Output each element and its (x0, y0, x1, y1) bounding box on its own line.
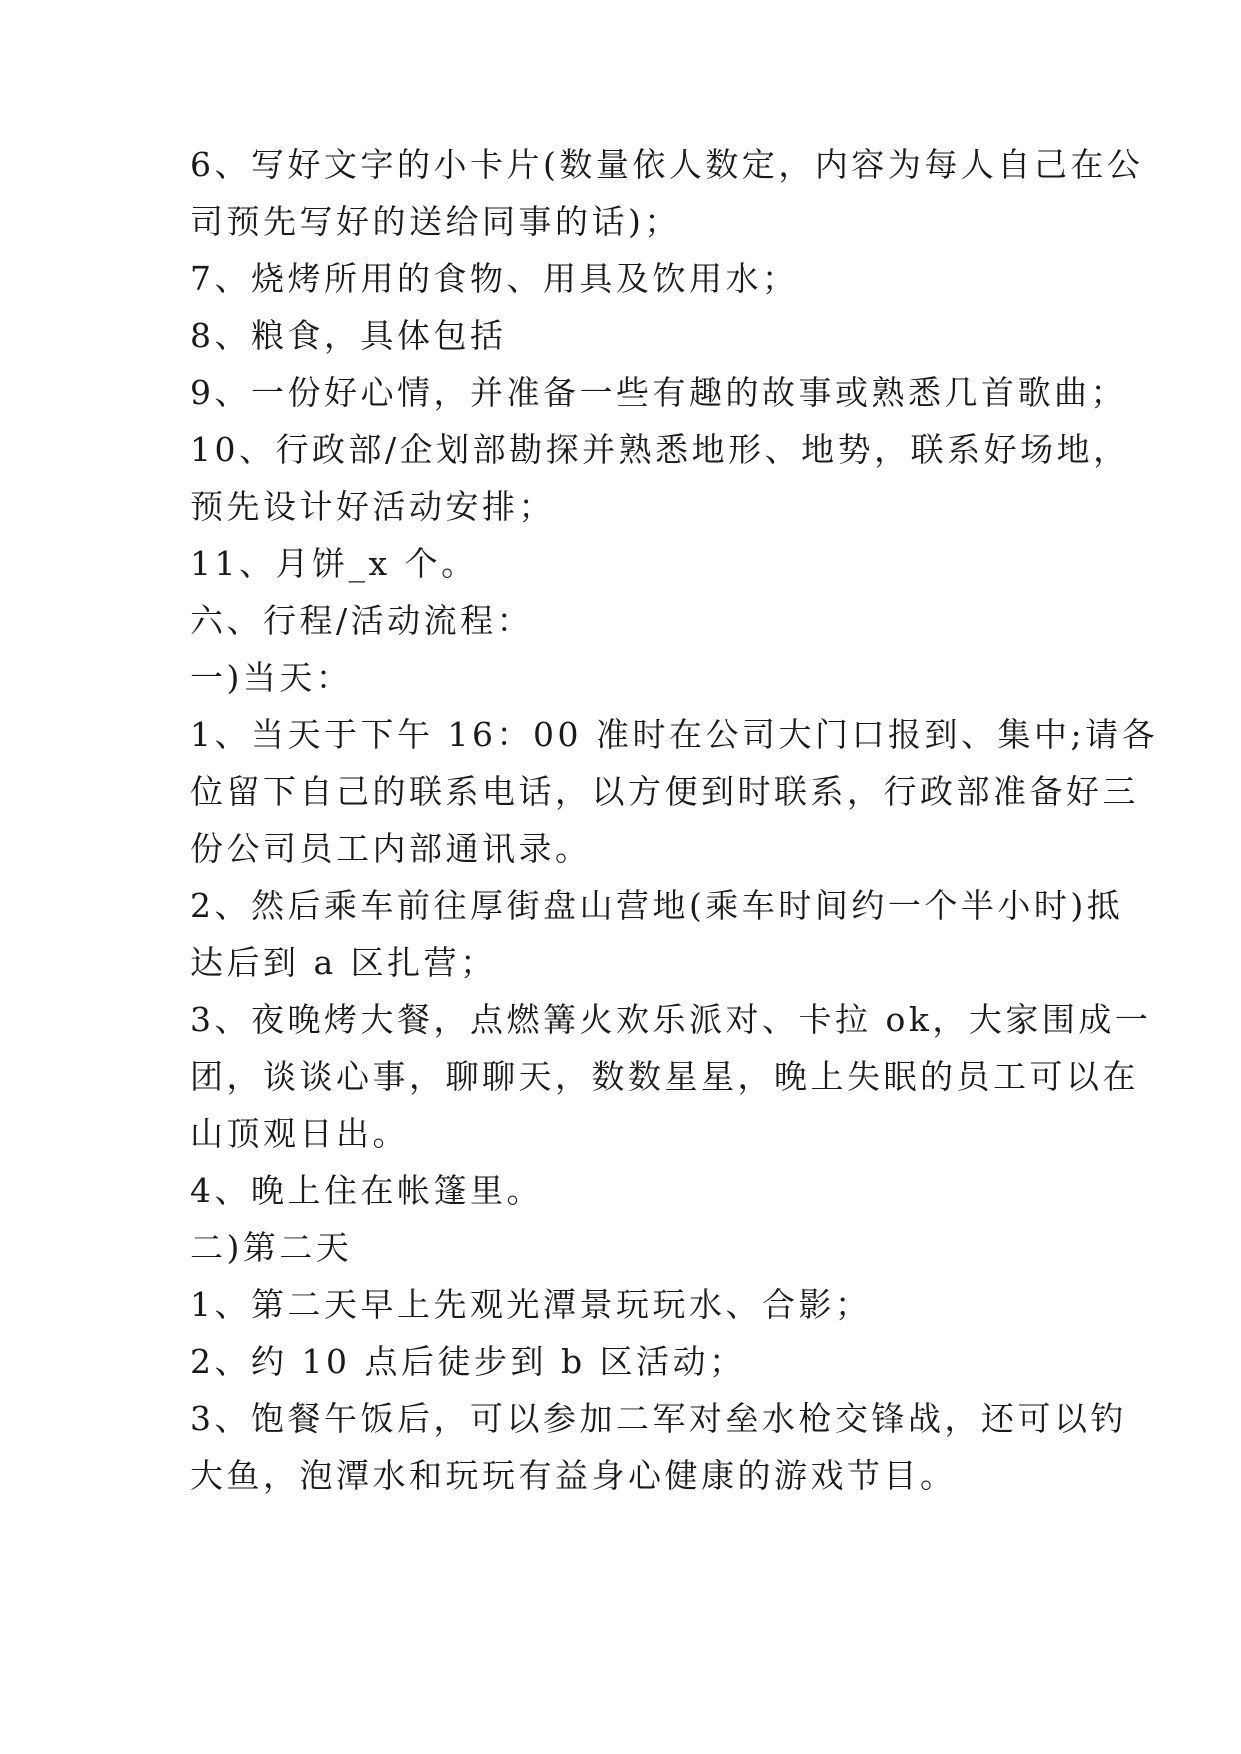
text-line: 10、行政部/企划部勘探并熟悉地形、地势，联系好场地， (190, 430, 1130, 469)
text-line: 司预先写好的送给同事的话)； (190, 202, 681, 241)
text-line: 11、月饼_x 个。 (190, 544, 478, 583)
text-line: 1、第二天早上先观光潭景玩玩水、合影； (190, 1285, 872, 1324)
section-heading: 六、行程/活动流程： (190, 601, 534, 640)
subsection-heading: 二)第二天 (190, 1228, 353, 1267)
text-line: 份公司员工内部通讯录。 (190, 829, 592, 868)
text-line: 2、然后乘车前往厚街盘山营地(乘车时间约一个半小时)抵 (190, 886, 1124, 925)
text-line: 8、粮食，具体包括 (190, 316, 507, 355)
text-line: 3、饱餐午饭后，可以参加二军对垒水枪交锋战，还可以钓 (190, 1399, 1127, 1438)
text-line: 1、当天于下午 16：00 准时在公司大门口报到、集中;请各 (190, 715, 1159, 754)
text-line: 3、夜晚烤大餐，点燃篝火欢乐派对、卡拉 ok，大家围成一 (190, 1000, 1152, 1039)
text-line: 山顶观日出。 (190, 1114, 409, 1153)
text-line: 6、写好文字的小卡片(数量依人数定，内容为每人自己在公 (190, 145, 1144, 184)
text-line: 4、晚上住在帐篷里。 (190, 1171, 543, 1210)
text-line: 位留下自己的联系电话，以方便到时联系，行政部准备好三 (190, 772, 1139, 811)
text-line: 大鱼，泡潭水和玩玩有益身心健康的游戏节目。 (190, 1456, 957, 1495)
text-line: 团，谈谈心事，聊聊天，数数星星，晚上失眠的员工可以在 (190, 1057, 1139, 1096)
text-line: 7、烧烤所用的食物、用具及饮用水； (190, 259, 799, 298)
text-line: 达后到 a 区扎营； (190, 943, 497, 982)
text-line: 9、一份好心情，并准备一些有趣的故事或熟悉几首歌曲； (190, 373, 1127, 412)
text-line: 2、约 10 点后徒步到 b 区活动； (190, 1342, 746, 1381)
text-line: 预先设计好活动安排； (190, 487, 555, 526)
subsection-heading: 一)当天： (190, 658, 353, 697)
